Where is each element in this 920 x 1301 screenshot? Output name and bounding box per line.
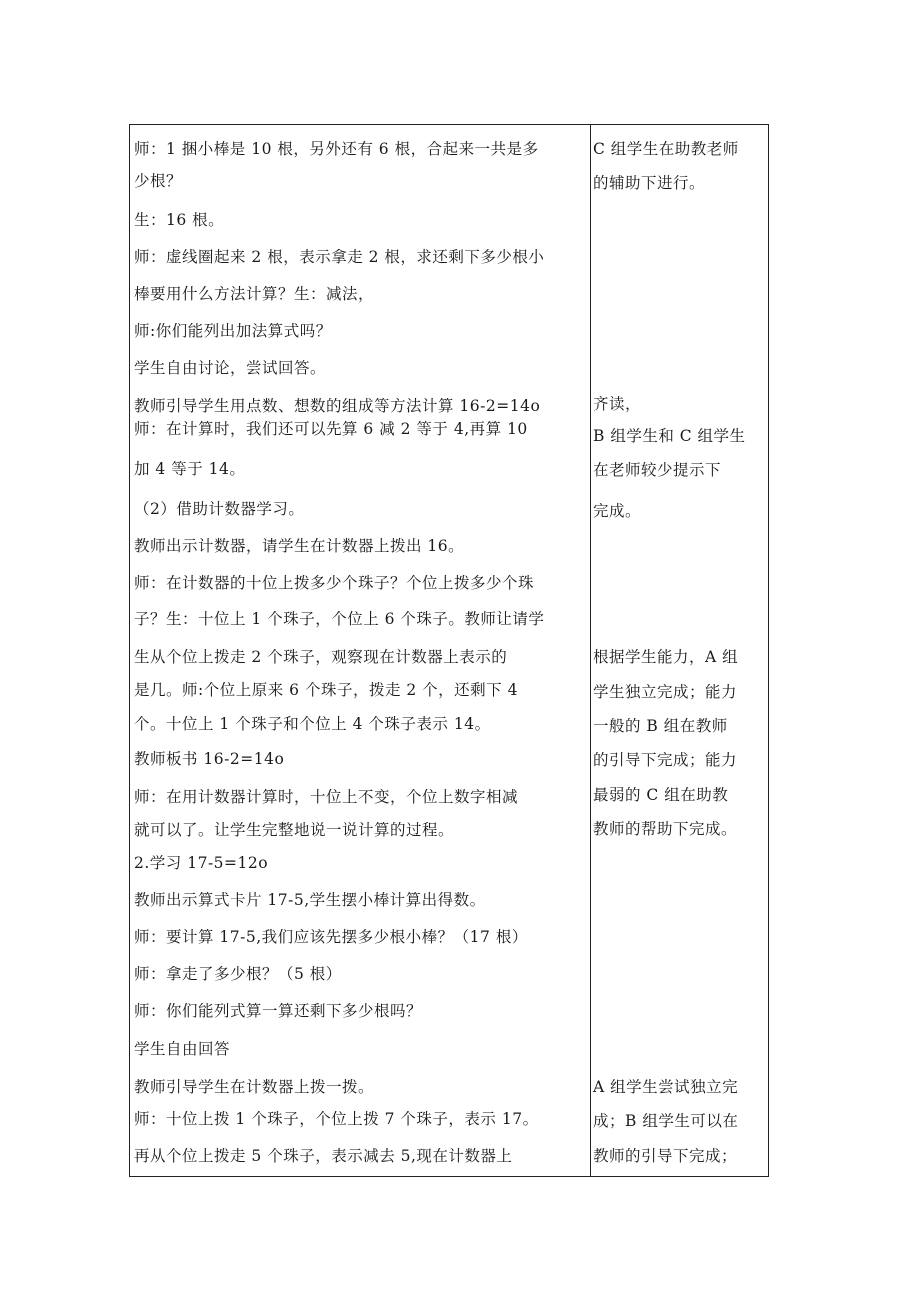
left-line-14: 子？生：十位上 1 个珠子，个位上 6 个珠子。教师让请学 [134, 610, 545, 628]
right-line-10: 的引导下完成；能力 [593, 751, 738, 769]
right-line-13: A 组学生尝试独立完 [593, 1078, 739, 1096]
left-line-18: 教师板书 16-2=14o [134, 750, 285, 768]
left-line-17: 个。十位上 1 个珠子和个位上 4 个珠子表示 14。 [134, 715, 491, 733]
left-line-11: （2）借助计数器学习。 [134, 500, 305, 518]
left-line-6: 师:你们能列出加法算式吗？ [134, 322, 332, 340]
left-line-1: 师：1 捆小棒是 10 根，另外还有 6 根，合起来一共是多 [134, 140, 539, 158]
lesson-plan-table [129, 124, 769, 1177]
left-line-4: 师：虚线圈起来 2 根，表示拿走 2 根，求还剩下多少根小 [134, 248, 545, 266]
right-line-12: 教师的帮助下完成。 [593, 820, 738, 838]
left-line-22: 教师出示算式卡片 17-5,学生摆小棒计算出得数。 [134, 891, 486, 909]
right-line-4: B 组学生和 C 组学生 [593, 427, 746, 445]
left-line-26: 学生自由回答 [134, 1040, 231, 1058]
left-line-2: 少根？ [134, 172, 183, 190]
left-line-21: 2.学习 17-5=12o [134, 854, 269, 872]
left-line-27: 教师引导学生在计数器上拨一拨。 [134, 1078, 375, 1096]
right-line-14: 成；B 组学生可以在 [593, 1112, 739, 1130]
right-line-3: 齐读， [593, 395, 642, 413]
right-line-6: 完成。 [593, 502, 642, 520]
left-line-25: 师：你们能列式算一算还剩下多少根吗？ [134, 1002, 423, 1020]
right-line-5: 在老师较少提示下 [593, 461, 722, 479]
left-line-12: 教师出示计数器，请学生在计数器上拨出 16。 [134, 537, 465, 555]
left-line-23: 师：要计算 17-5,我们应该先摆多少根小棒？（17 根） [134, 928, 528, 946]
left-line-16: 是几。师:个位上原来 6 个珠子，拨走 2 个，还剩下 4 [134, 681, 518, 699]
left-line-13: 师：在计数器的十位上拨多少个珠子？个位上拨多少个珠 [134, 574, 535, 592]
right-line-9: 一般的 B 组在教师 [593, 717, 728, 735]
left-line-29: 再从个位上拨走 5 个珠子，表示减去 5,现在计数器上 [134, 1147, 513, 1165]
left-line-7: 学生自由讨论，尝试回答。 [134, 359, 327, 377]
left-line-24: 师：拿走了多少根？（5 根） [134, 965, 342, 983]
right-line-2: 的辅助下进行。 [593, 174, 706, 192]
left-line-15: 生从个位上拨走 2 个珠子，观察现在计数器上表示的 [134, 648, 508, 666]
left-line-3: 生：16 根。 [134, 211, 225, 229]
right-line-15: 教师的引导下完成； [593, 1147, 738, 1165]
left-line-10: 加 4 等于 14。 [134, 460, 246, 478]
left-line-9: 师：在计算时，我们还可以先算 6 减 2 等于 4,再算 10 [134, 420, 528, 438]
column-divider [590, 125, 591, 1176]
left-line-8: 教师引导学生用点数、想数的组成等方法计算 16-2=14o [134, 397, 541, 415]
left-line-19: 师：在用计数器计算时，十位上不变，个位上数字相减 [134, 788, 519, 806]
right-line-8: 学生独立完成；能力 [593, 683, 738, 701]
right-line-1: C 组学生在助教老师 [593, 140, 739, 158]
right-line-7: 根据学生能力，A 组 [593, 648, 739, 666]
left-line-28: 师：十位上拨 1 个珠子，个位上拨 7 个珠子，表示 17。 [134, 1110, 539, 1128]
right-line-11: 最弱的 C 组在助教 [593, 786, 729, 804]
left-line-5: 棒要用什么方法计算？生：减法， [134, 285, 375, 303]
left-line-20: 就可以了。让学生完整地说一说计算的过程。 [134, 821, 455, 839]
